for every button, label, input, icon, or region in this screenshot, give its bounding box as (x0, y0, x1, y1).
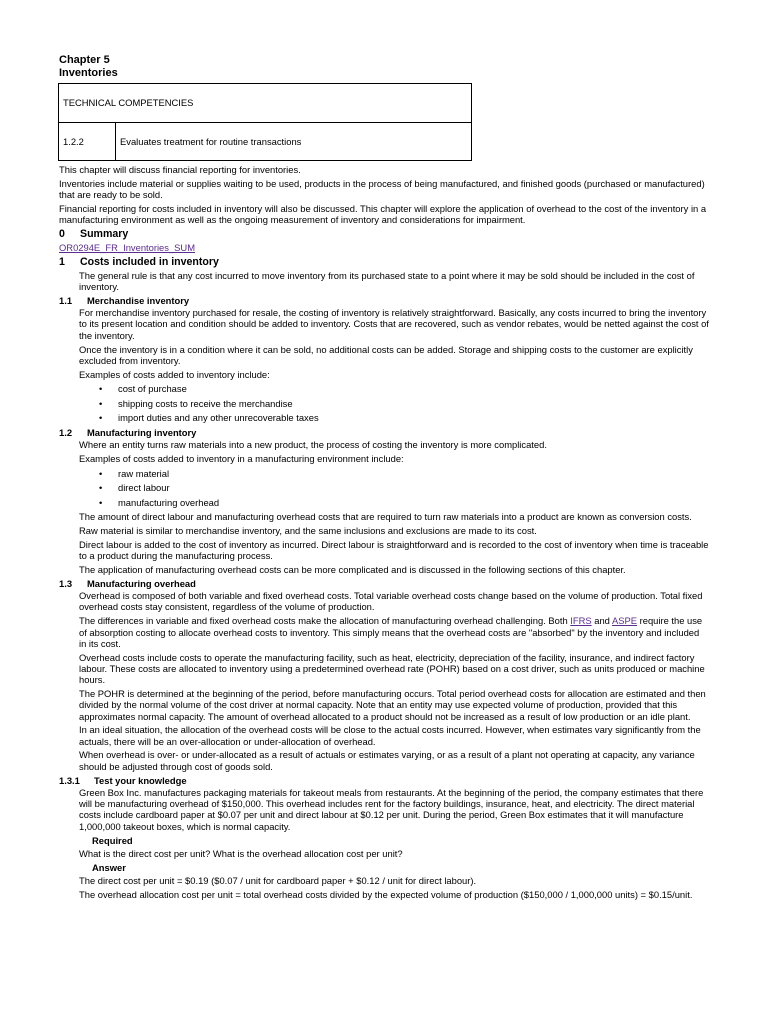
list-item: • shipping costs to receive the merchandise (99, 397, 709, 412)
list-item: • cost of purchase (99, 382, 709, 397)
section-1-paragraph: The general rule is that any cost incurred to move inventory from its purchased state to a point where it may be sold should be included in the cost of inventory. (79, 269, 695, 293)
paragraph: When overhead is over- or under-allocated as a result of actuals or estimates varying, or as a result of a plant not operating at capacity, any variance should be adjusted through cost of goods sold. (79, 749, 695, 772)
paragraph: The POHR is determined at the beginning of the period, before manufacturing occurs. Total period overhead costs for allocation are estimated and then divided by the normal volume of the cost driver at normal capacity. Note that an entity may use expected volume of production, provided that this approximates normal capacity. The amount of overhead allocated to a product should not be increased as a result of low production or an idle plant. (79, 688, 706, 722)
section-heading-1-2: 1.2 Manufacturing inventory (59, 426, 197, 438)
answer-text: The direct cost per unit = $0.19 ($0.07 / unit for cardboard paper + $0.12 / unit for direct labour). (79, 874, 477, 886)
answer-text: The overhead allocation cost per unit = total overhead costs divided by the expected volume of production ($150,000 / 1,000,000 units) = $0.15/unit. (79, 888, 693, 900)
aspe-link[interactable]: ASPE (611, 615, 637, 627)
list-item: • raw material (99, 467, 709, 482)
paragraph: Green Box Inc. manufactures packaging materials for takeout meals from restaurants. At the beginning of the period, the company estimates that there will be manufacturing overhead of $150,000. This overhead includes rent for the factory buildings, insurance, heat, and electricity. The direct material costs include cardboard paper at $0.07 per unit and direct labour at $0.12 per unit. During the period, Green Box estimates that it will manufacture 1,000,000 takeout boxes, which is normal capacity. (79, 786, 704, 832)
chapter-title: Inventories (59, 67, 118, 79)
paragraph: Examples of costs added to inventory include: (79, 368, 270, 380)
intro-paragraph: This chapter will discuss financial reporting for inventories. (59, 164, 301, 175)
bullet-icon: • (99, 496, 103, 508)
ifrs-link[interactable]: IFRS (570, 615, 592, 627)
competency-code: 1.2.2 (59, 123, 116, 161)
paragraph: The application of manufacturing overhead costs can be more complicated and is discussed in the following sections of this chapter. (79, 564, 626, 576)
bullet-icon: • (99, 412, 103, 424)
section-heading-1-3-1: 1.3.1 Test your knowledge (59, 774, 187, 786)
list-item: • direct labour (99, 481, 709, 496)
merchandise-cost-list (99, 382, 709, 426)
bullet-icon: • (99, 397, 103, 409)
manufacturing-cost-list (99, 467, 709, 511)
document-body (59, 164, 709, 903)
chapter-heading (59, 54, 118, 80)
section-heading-1: 1 Costs included in inventory (59, 255, 219, 268)
paragraph: Raw material is similar to merchandise inventory, and the same inclusions and exclusions are made to its cost. (79, 525, 537, 537)
paragraph: For merchandise inventory purchased for resale, the costing of inventory is relatively straightforward. Basically, any costs incurred to bring the inventory to its present location and condition should be added to inventory. Costs that are recovered, such as vendor rebates, would be netted against the cost of the inventory. (79, 307, 709, 341)
intro-paragraph: Financial reporting for costs included in inventory will also be discussed. This chapter will explore the application of overhead to the cost of the inventory in a manufacturing environment as well as the ongoing measurement of inventory and considerations for impairment. (59, 202, 707, 226)
paragraph: Overhead is composed of both variable and fixed overhead costs. Total variable overhead costs change based on the volume of production. Total fixed overhead costs stay consistent, regardless of the volume of production. (79, 590, 703, 613)
summary-link[interactable]: OR0294E_FR_Inventories_SUM (59, 241, 196, 253)
section-heading-1-3: 1.3 Manufacturing overhead (59, 577, 196, 589)
bullet-icon: • (99, 383, 103, 395)
paragraph: Once the inventory is in a condition where it can be sold, no additional costs can be added. Storage and shipping costs to the customer are explicitly excluded from inventory. (79, 343, 693, 366)
paragraph: Overhead costs include costs to operate the manufacturing facility, such as heat, electricity, depreciation of the facility, insurance, and indirect factory labour. These costs are allocated to inventory using a predetermined overhead rate (POHR) based on a cost driver, such as units produced or machine hours. (79, 651, 705, 686)
question-text: What is the direct cost per unit? What is the overhead allocation cost per unit? (79, 847, 403, 859)
answer-heading: Answer (92, 861, 126, 873)
chapter-number: Chapter 5 (59, 54, 110, 66)
required-heading: Required (92, 834, 133, 846)
paragraph: The differences in variable and fixed overhead costs make the allocation of manufacturing overhead challenging. Both IFRS and ASPE require the use of absorption costing to allocate overhead costs to inventory. This simply means that the overhead costs are "absorbed" by the inventory and included in its cost. (79, 615, 703, 649)
competency-table (58, 83, 472, 161)
paragraph: The amount of direct labour and manufacturing overhead costs that are required to turn raw materials into a product are known as conversion costs. (79, 511, 692, 523)
competency-table-header: TECHNICAL COMPETENCIES (59, 84, 472, 123)
section-heading-summary: 0 Summary (59, 227, 129, 240)
list-item: • manufacturing overhead (99, 496, 709, 511)
intro-paragraph: Inventories include material or supplies waiting to be used, products in the process of being manufactured, and finished goods (purchased or manufactured) that are ready to be sold. (59, 177, 705, 201)
paragraph: Examples of costs added to inventory in a manufacturing environment include: (79, 453, 404, 465)
paragraph: Direct labour is added to the cost of inventory as incurred. Direct labour is straightforward and is recorded to the cost of inventory when time is traceable to a product during the manufacturing process. (79, 538, 709, 562)
list-item: • import duties and any other unrecoverable taxes (99, 411, 709, 426)
paragraph: Where an entity turns raw materials into a new product, the process of costing the inventory is more complicated. (79, 439, 547, 451)
section-heading-1-1: 1.1 Merchandise inventory (59, 294, 190, 306)
competency-description: Evaluates treatment for routine transactions (116, 123, 472, 161)
bullet-icon: • (99, 482, 103, 494)
bullet-icon: • (99, 467, 103, 479)
paragraph: In an ideal situation, the allocation of the overhead costs will be close to the actual costs incurred. However, when estimates vary significantly from the actuals, there will be an over-allocation or under-allocation of overhead. (79, 724, 701, 747)
